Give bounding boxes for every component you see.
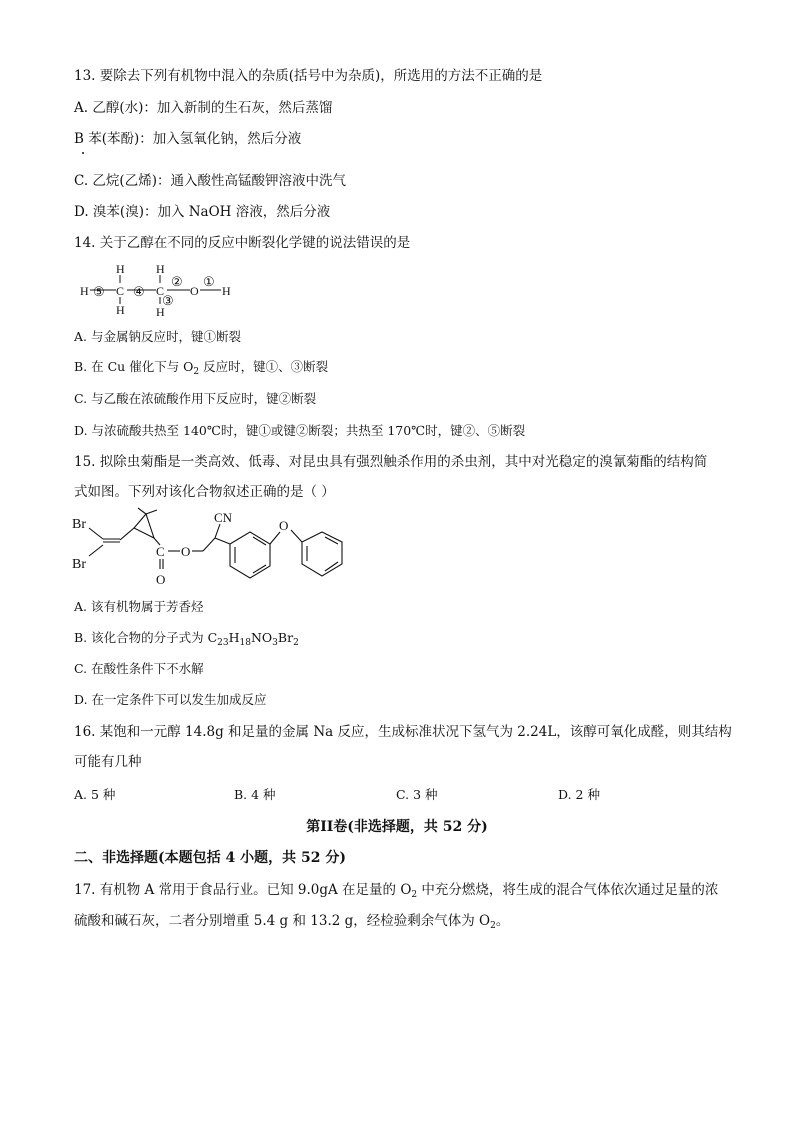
bond-line xyxy=(215,524,220,538)
bond-label-3: ③ xyxy=(162,293,174,308)
bond-line xyxy=(89,545,103,556)
bond-line xyxy=(215,538,230,544)
q15-option-a: A. 该有机物属于芳香烃 xyxy=(74,599,204,614)
atom-o-carbonyl: O xyxy=(156,572,166,587)
stray-dot xyxy=(82,152,84,154)
q16-option-d: D. 2 种 xyxy=(558,787,600,802)
q17-text-1: 17. 有机物 A 常用于食品行业。已知 9.0gA 在足量的 O xyxy=(74,882,412,898)
formula-no: NO xyxy=(250,630,273,645)
bond-line xyxy=(325,537,338,544)
bond-line xyxy=(89,528,103,539)
q17-text-2: 中充分燃烧，将生成的混合气体依次通过足量的浓 xyxy=(417,882,719,898)
atom-h-top-2: H xyxy=(156,262,165,276)
bond-label-4: ④ xyxy=(133,284,145,299)
q15-stem-line-1: 15. 拟除虫菊酯是一类高效、低毒、对昆虫具有强烈触杀作用的杀虫剂，其中对光稳定的溴氰菊酯的结构简 xyxy=(74,454,708,470)
bond-line xyxy=(325,562,338,571)
q16-stem-line-1: 16. 某饱和一元醇 14.8g 和足量的金属 Na 反应，生成标准状况下氢气为 2.24L，该醇可氧化成醛，则其结构 xyxy=(74,724,732,740)
q14-option-b-text: B. 在 Cu 催化下与 O xyxy=(74,359,194,374)
atom-h-bottom-2: H xyxy=(156,305,165,319)
q13-option-a: A. 乙醇(水)：加入新制的生石灰，然后蒸馏 xyxy=(74,100,333,116)
ethanol-bond-structure xyxy=(78,258,248,318)
bond-line xyxy=(291,530,302,542)
atom-h-top-1: H xyxy=(116,262,125,276)
atom-o-ester: O xyxy=(181,544,191,559)
bond-label-1: ① xyxy=(203,274,215,289)
q13-option-b: B 苯(苯酚)：加入氢氧化钠，然后分液 xyxy=(74,131,302,147)
subscript: 23 xyxy=(217,638,229,648)
formula-br: Br xyxy=(277,630,294,645)
subscript: 2 xyxy=(193,367,200,377)
atom-h-left: H xyxy=(80,284,89,298)
bond-line xyxy=(120,528,134,540)
q13-stem: 13. 要除去下列有机物中混入的杂质(括号中为杂质)，所选用的方法不正确的是 xyxy=(74,68,543,84)
bond-line xyxy=(138,508,146,514)
bond-label-5: ⑤ xyxy=(93,284,105,299)
q14-option-a: A. 与金属钠反应时，键①断裂 xyxy=(74,329,241,344)
cyclopropane-ring xyxy=(134,514,154,538)
q14-option-d: D. 与浓硫酸共热至 140℃时，键①或键②断裂；共热至 170℃时，键②、⑤断裂 xyxy=(74,423,526,438)
subscript: 2 xyxy=(490,921,496,931)
q15-option-b-text: B. 该化合物的分子式为 C xyxy=(74,630,218,645)
atom-c-2: C xyxy=(156,284,165,298)
q17-line-2 xyxy=(74,911,509,931)
atom-h-bottom-1: H xyxy=(116,303,125,317)
atom-c-1: C xyxy=(116,284,125,298)
atom-o: O xyxy=(190,284,199,298)
bond-line xyxy=(203,538,215,551)
deltamethrin-structure xyxy=(70,506,360,590)
section-heading: 二、非选择题(本题包括 4 小题，共 52 分) xyxy=(74,850,346,866)
q14-option-c: C. 与乙酸在浓硫酸作用下反应时，键②断裂 xyxy=(74,391,317,406)
atom-br-top: Br xyxy=(72,517,86,532)
q14-option-b-text-2: 反应时，键①、③断裂 xyxy=(199,359,329,374)
q13-option-d: D. 溴苯(溴)：加入 NaOH 溶液，然后分液 xyxy=(74,204,331,220)
q15-option-d: D. 在一定条件下可以发生加成反应 xyxy=(74,692,267,707)
subscript: 3 xyxy=(272,638,278,648)
part-two-title: 第II卷(非选择题，共 52 分) xyxy=(306,819,488,835)
atom-br-bottom: Br xyxy=(72,557,86,572)
q17-text-4: 。 xyxy=(495,913,510,929)
subscript: 18 xyxy=(239,638,251,648)
q16-option-c: C. 3 种 xyxy=(396,787,438,802)
q14-option-b xyxy=(74,357,328,377)
bond-label-2: ② xyxy=(171,274,183,289)
subscript: 2 xyxy=(293,638,299,648)
q16-option-a: A. 5 种 xyxy=(74,787,116,802)
q14-stem: 14. 关于乙醇在不同的反应中断裂化学键的说法错误的是 xyxy=(74,235,411,251)
atom-o-ether: O xyxy=(279,518,289,533)
bond-line xyxy=(270,532,280,544)
q15-option-c: C. 在酸性条件下不水解 xyxy=(74,661,204,676)
benzene-ring-1 xyxy=(230,532,270,578)
q13-option-c: C. 乙烷(乙烯)：通入酸性高锰酸钾溶液中洗气 xyxy=(74,173,346,189)
formula-h: H xyxy=(228,630,240,645)
q17-line-1 xyxy=(74,880,718,900)
atom-h-right: H xyxy=(222,284,231,298)
q17-text-3: 硫酸和碱石灰，二者分别增重 5.4 g 和 13.2 g，经检验剩余气体为 O xyxy=(74,913,491,929)
atom-c-ester: C xyxy=(156,544,165,559)
q16-stem-line-2: 可能有几种 xyxy=(74,754,142,770)
subscript: 2 xyxy=(411,890,418,900)
q15-stem-line-2: 式如图。下列对该化合物叙述正确的是（ ） xyxy=(74,484,335,500)
q16-option-b: B. 4 种 xyxy=(234,787,276,802)
cyano-label: CN xyxy=(214,510,233,525)
bond-line xyxy=(146,510,157,514)
benzene-ring-2 xyxy=(302,532,342,576)
q15-option-b xyxy=(74,628,299,648)
